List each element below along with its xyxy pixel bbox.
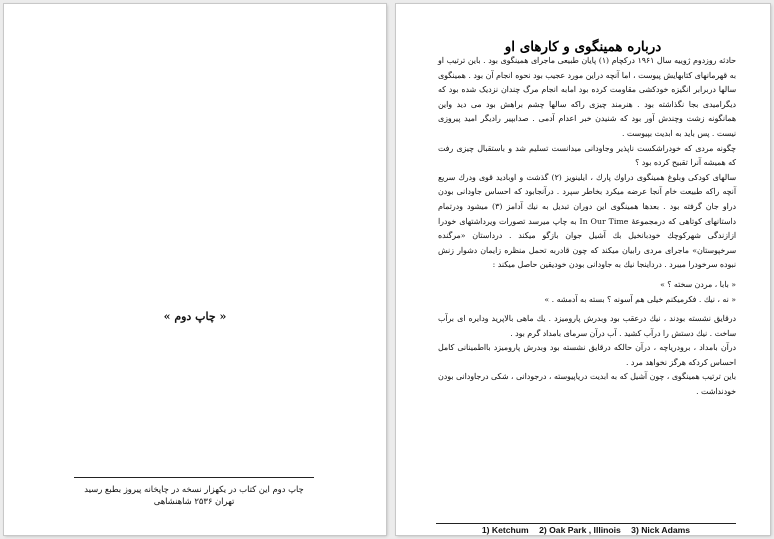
dialogue-line: « بابا ، مردن سخته ؟ » xyxy=(660,279,736,289)
imprint-line-2: تهران ۲۵۳۶ شاهنشاهی xyxy=(153,496,235,506)
paragraph: چگونه مردی که خودراشکست ناپذیر وجاودانی میدانست تسلیم شد و باستقبال چیزی رفت که همیشه آنرا تقبیح کرده بود ؟ xyxy=(438,143,736,168)
right-page xyxy=(396,4,770,535)
footnote-divider xyxy=(436,523,736,524)
paragraph: سالهای کودکی وبلوغ همینگوی دراوك پارك ، ایلینویز (۲) گذشت و اوباديد قوی ودرك سریع آنچه راکه طبیعت خام آنجا عرضه میکرد بخاطر سپرد . درآنجابود که احساس جاودانی بودن دراو جان گرفته بود . بعدها همینگوی این دوران تبدیل به نیك آدامز (۳) میشود ودرتمام داستانهای کوتاهی که درمجموعهٔ In Our Time به چاپ میرسد تصورات ویرداشتهای خودرا ازازندگی شهرکوچك خودبانخیل بك آشیل جوان بازگو میکند . درداستان «مرگنده سرخپوستان» ماجرای مردی رابیان میکند که چون قادربه تحمل منظره زایمان دشوار زنش نبوده سرخودرا میبرد . درداينجا نیك به جاودانی بودن خودیقین حاصل میکند : xyxy=(438,172,737,270)
footnote-3: 3) Nick Adams xyxy=(631,525,691,535)
chapter-title: درباره همینگوی و کارهای او xyxy=(504,39,662,55)
footnote-1: 1) Ketchum xyxy=(481,525,529,535)
edition-mark: « چاپ دوم » xyxy=(163,310,227,323)
body-text xyxy=(438,54,736,400)
paragraph: باین ترتیب همینگوی ، چون آشیل که به ابدیت دریاپیوسته ، درجودانی ، شکی درجاودانی بودن خودنداشت . xyxy=(438,372,736,397)
imprint-divider xyxy=(74,477,314,478)
paragraph: درآن بامداد ، برودریاچه ، درآن حالکه درقایق نشسته بود وبدرش پارومیزد بااطمینانی کامل احساس کردکه هرگز نخواهد مرد . xyxy=(438,343,736,367)
footnotes xyxy=(436,525,736,535)
paragraph: درقایق نشسته بودند ، نیك درعقب بود وبدرش پارومیزد . یك ماهی بالاپرید ودایره ای برآب ساخت . نیك دستش را درآب کشید . آب درآن سرمای بامداد گرم بود . xyxy=(438,314,736,338)
imprint-note xyxy=(54,483,334,507)
left-page xyxy=(4,4,386,535)
dialogue-line: « نه ، نیك . فکرمیکنم خیلی هم آسونه ؟ بسته به آدمشه . » xyxy=(544,294,736,304)
paragraph: حادثه روزدوم ژوییه سال ۱۹۶۱ درکچام (۱) پایان طبیعی ماجرای همینگوی بود . باین ترتیب او به قهرمانهای کتابهایش پیوست ، اما آنچه دراین مورد عجیب بود نحوه انجام آن بود . همینگوی سالها دربرابر انگیزه خودکشی مقاومت کرده بود امابه انجام مرگ چندان نزدیک شده بود که دیگرامیدی بجا نگذاشته بود . هنرمند چیزی راکه سالها چشم براهش بود می دید واین همانگونه زشت وچندش آور بود که شنیدن خبر اعدام آدمی . صدابپیر رادیگر امید پیروزی نیست . پس باید به ابدیت بپیوست . xyxy=(438,56,736,138)
footnote-2: 2) Oak Park , Illinois xyxy=(539,525,621,535)
imprint-line-1: چاپ دوم این کتاب در یکهزار نسخه در چاپخانه پیروز بطبع رسید xyxy=(84,484,304,494)
